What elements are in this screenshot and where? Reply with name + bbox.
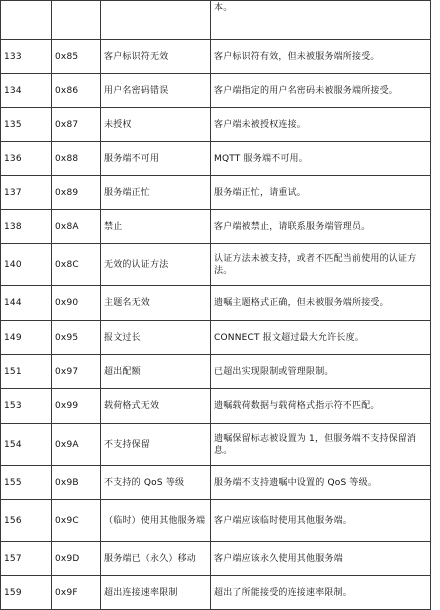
decimal-cell: 135 — [1, 108, 52, 142]
name-cell — [101, 1, 211, 40]
name-cell: 服务端正忙 — [101, 176, 211, 210]
decimal-cell: 156 — [1, 500, 52, 542]
name-cell: 未授权 — [101, 108, 211, 142]
decimal-cell: 151 — [1, 355, 52, 389]
name-cell: 无效的认证方法 — [101, 244, 211, 286]
hex-cell: 0x95 — [52, 321, 101, 355]
table-row — [1, 321, 431, 355]
table-row — [1, 500, 431, 542]
hex-cell: 0x9D — [52, 542, 101, 576]
table-row — [1, 466, 431, 500]
description-cell: 服务端正忙，请重试。 — [211, 176, 431, 210]
decimal-cell: 133 — [1, 40, 52, 74]
hex-cell: 0x88 — [52, 142, 101, 176]
table-row — [1, 40, 431, 74]
name-cell: 主题名无效 — [101, 286, 211, 321]
table-row — [1, 74, 431, 108]
table-body — [1, 40, 431, 610]
name-cell: 客户标识符无效 — [101, 40, 211, 74]
table-row — [1, 1, 431, 40]
description-cell: 本。 — [211, 1, 431, 40]
decimal-cell: 155 — [1, 466, 52, 500]
decimal-cell: 153 — [1, 389, 52, 424]
decimal-cell: 140 — [1, 244, 52, 286]
hex-cell: 0x9F — [52, 576, 101, 610]
description-cell: 客户端应该临时使用其他服务端。 — [211, 500, 431, 542]
description-cell: 客户标识符有效，但未被服务端所接受。 — [211, 40, 431, 74]
description-cell: 客户端未被授权连接。 — [211, 108, 431, 142]
name-cell: 报文过长 — [101, 321, 211, 355]
decimal-cell: 134 — [1, 74, 52, 108]
hex-cell: 0x86 — [52, 74, 101, 108]
hex-cell: 0x85 — [52, 40, 101, 74]
name-cell: 不支持保留 — [101, 424, 211, 466]
description-cell: 客户端被禁止，请联系服务端管理员。 — [211, 210, 431, 244]
name-cell: 禁止 — [101, 210, 211, 244]
description-cell: 客户端指定的用户名密码未被服务端所接受。 — [211, 74, 431, 108]
table-row — [1, 286, 431, 321]
hex-cell: 0x90 — [52, 286, 101, 321]
decimal-cell: 157 — [1, 542, 52, 576]
table-row — [1, 576, 431, 610]
table-row — [1, 244, 431, 286]
hex-cell: 0x8A — [52, 210, 101, 244]
table-row — [1, 108, 431, 142]
decimal-cell: 159 — [1, 576, 52, 610]
name-cell: 不支持的 QoS 等级 — [101, 466, 211, 500]
hex-cell — [52, 1, 101, 40]
table-row — [1, 142, 431, 176]
name-cell: 服务端不可用 — [101, 142, 211, 176]
hex-cell: 0x9C — [52, 500, 101, 542]
hex-cell: 0x99 — [52, 389, 101, 424]
name-cell: 载荷格式无效 — [101, 389, 211, 424]
table-row — [1, 389, 431, 424]
description-cell: CONNECT 报文超过最大允许长度。 — [211, 321, 431, 355]
table-row — [1, 424, 431, 466]
table-row — [1, 355, 431, 389]
description-cell: 认证方法未被支持，或者不匹配当前使用的认证方法。 — [211, 244, 431, 286]
name-cell: 超出配额 — [101, 355, 211, 389]
decimal-cell: 144 — [1, 286, 52, 321]
hex-cell: 0x8C — [52, 244, 101, 286]
decimal-cell: 154 — [1, 424, 52, 466]
hex-cell: 0x87 — [52, 108, 101, 142]
name-cell: 超出连接速率限制 — [101, 576, 211, 610]
name-cell: 服务端已（永久）移动 — [101, 542, 211, 576]
table-row — [1, 542, 431, 576]
description-cell: 已超出实现限制或管理限制。 — [211, 355, 431, 389]
hex-cell: 0x9B — [52, 466, 101, 500]
description-cell: 服务端不支持遗嘱中设置的 QoS 等级。 — [211, 466, 431, 500]
hex-cell: 0x9A — [52, 424, 101, 466]
description-cell: 客户端应该永久使用其他服务端 — [211, 542, 431, 576]
hex-cell: 0x89 — [52, 176, 101, 210]
decimal-cell — [1, 1, 52, 40]
decimal-cell: 137 — [1, 176, 52, 210]
description-cell: 超出了所能接受的连接速率限制。 — [211, 576, 431, 610]
description-cell: 遗嘱主题格式正确，但未被服务端所接受。 — [211, 286, 431, 321]
name-cell: （临时）使用其他服务端 — [101, 500, 211, 542]
decimal-cell: 136 — [1, 142, 52, 176]
description-cell: 遗嘱保留标志被设置为 1，但服务端不支持保留消息。 — [211, 424, 431, 466]
hex-cell: 0x97 — [52, 355, 101, 389]
description-cell: MQTT 服务端不可用。 — [211, 142, 431, 176]
table-row — [1, 176, 431, 210]
table-row — [1, 210, 431, 244]
description-cell: 遗嘱载荷数据与载荷格式指示符不匹配。 — [211, 389, 431, 424]
decimal-cell: 149 — [1, 321, 52, 355]
decimal-cell: 138 — [1, 210, 52, 244]
name-cell: 用户名密码错误 — [101, 74, 211, 108]
